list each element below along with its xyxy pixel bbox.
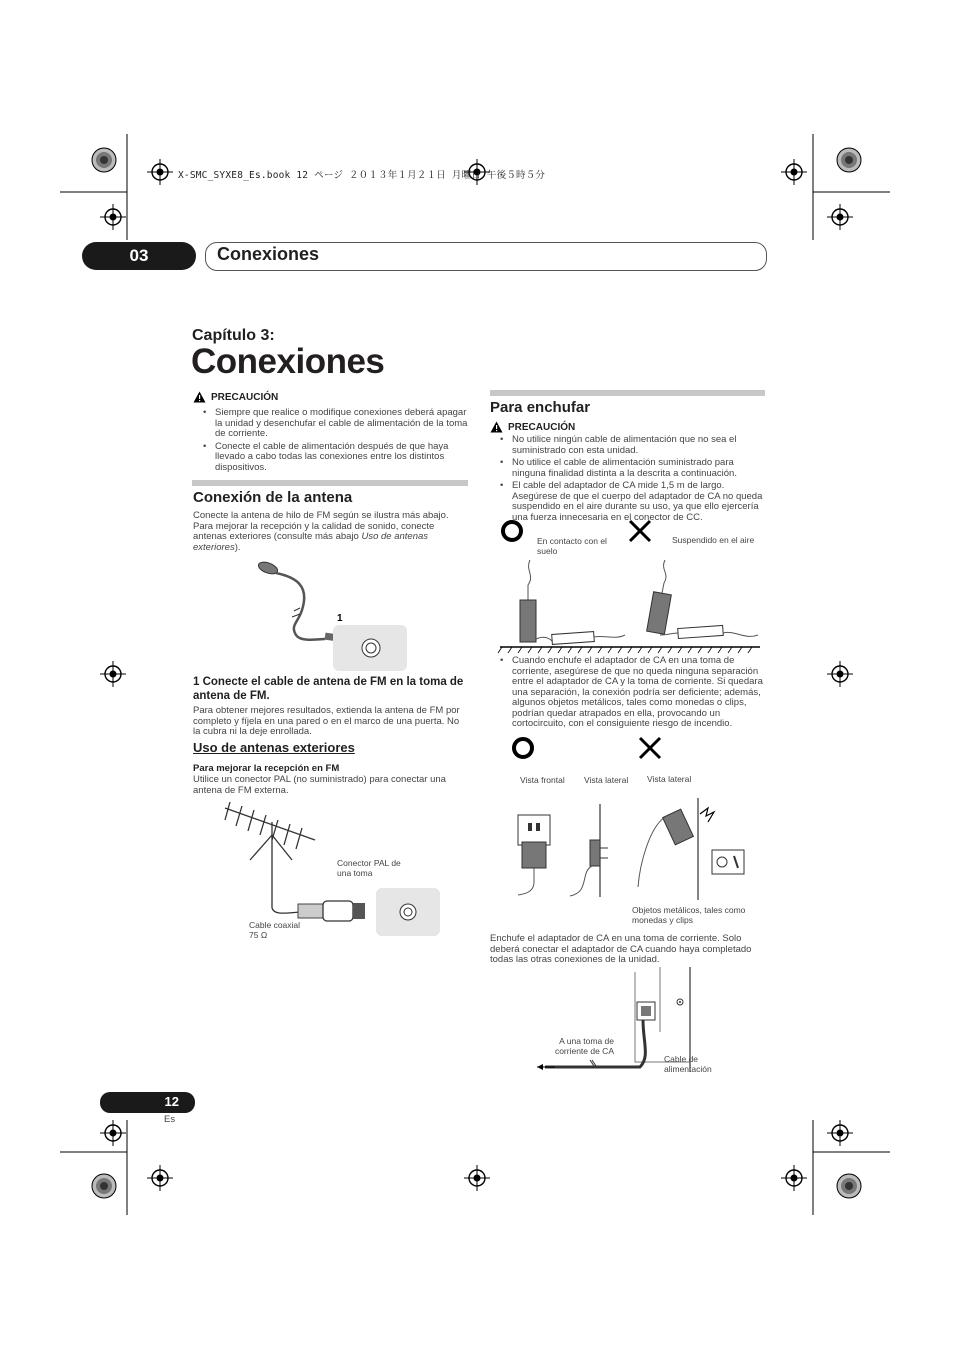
chapter-label: Capítulo 3: — [192, 327, 275, 344]
outdoor-subtitle: Para mejorar la recepción en FM — [193, 763, 340, 774]
chapter-bar-title: Conexiones — [217, 244, 320, 264]
label-power-cable: Cable de alimentación — [664, 1054, 712, 1074]
correct-icon — [503, 522, 521, 540]
left-caution-block — [193, 391, 468, 475]
figure-callout: 1 — [337, 613, 343, 624]
warning-icon — [193, 391, 206, 403]
outdoor-text: Utilice un conector PAL (no suministrado) para conectar una antena de FM externa. — [193, 774, 446, 796]
label-suspended: Suspendido en el aire — [672, 535, 755, 545]
label-ac-outlet: A una toma de corriente de CA — [554, 1036, 614, 1056]
label-side-view-bad: Vista lateral — [647, 774, 692, 784]
section-divider — [490, 390, 765, 396]
warning-icon — [490, 421, 503, 433]
outlet-gap-figure — [490, 732, 765, 904]
section-title-antenna: Conexión de la antena — [193, 489, 353, 506]
page-number-badge — [100, 1092, 195, 1113]
section-divider — [192, 480, 468, 486]
caution-title: PRECAUCIÓN — [211, 391, 279, 403]
label-coaxial-cable: Cable coaxial 75 Ω — [249, 920, 301, 940]
caution-heading — [490, 421, 765, 433]
plug-caution-block — [490, 421, 765, 525]
label-pal-connector: Conector PAL de una toma — [337, 858, 401, 878]
antenna-intro: Conecte la antena de hilo de FM según se ilustra más abajo. Para mejorar la recepción y la calidad de sonido, conecte antenas exteriores (consulte más abajo Uso de antenas exteriores). — [193, 510, 449, 553]
label-front-view: Vista frontal — [520, 775, 565, 785]
correct-icon — [514, 739, 532, 757]
list-item: • No utilice el cable de alimentación suministrado para ninguna finalidad distinta a la descrita a continuación. — [490, 458, 765, 479]
caution-list — [490, 435, 765, 523]
incorrect-icon — [630, 521, 650, 541]
caution-list — [193, 408, 468, 473]
list-item: • Cuando enchufe el adaptador de CA en una toma de corriente, asegúrese de que no queda ninguna separación entre el adaptador de CA y la toma de corriente. Si quedara una separación, la conexión podría ser deficiente; además, algunos objetos metálicos, tales como monedas o clips, podrían quedar atrapados en ella, provocando un cortocircuito, con el consiguiente riesgo de incendio. — [490, 656, 765, 730]
incorrect-icon — [640, 738, 660, 758]
label-on-floor: En contacto con el suelo — [537, 536, 607, 556]
label-metal-objects: Objetos metálicos, tales como monedas y clips — [632, 905, 746, 925]
fm-antenna-figure — [240, 555, 410, 675]
caution-title: PRECAUCIÓN — [508, 421, 576, 433]
antenna-step-note: Para obtener mejores resultados, extienda la antena de FM por completo y fíjela en una pared o en el marco de una puerta. No la cubra ni la deje enrollada. — [193, 705, 460, 737]
chapter-number-badge: 03 — [82, 242, 196, 270]
caution-heading — [193, 391, 468, 403]
antenna-step-1: 1 Conecte el cable de antena de FM en la toma de antena de FM. — [193, 676, 464, 702]
plug-final-text: Enchufe el adaptador de CA en una toma de corriente. Solo deberá conectar el adaptador de CA cuando haya completado todas las otras conexiones de la unidad. — [490, 933, 752, 965]
language-code: Es — [164, 1114, 176, 1125]
section-title-plug: Para enchufar — [490, 399, 591, 416]
subsection-title-outdoor: Uso de antenas exteriores — [193, 740, 355, 755]
crop-header-text: X-SMC_SYXE8_Es.book 12 ページ ２０１３年１月２１日 月曜日 午後５時５分 — [178, 170, 546, 181]
page-title: Conexiones — [191, 342, 385, 381]
plug-bullet-2 — [490, 656, 765, 732]
list-item: • Siempre que realice o modifique conexiones deberá apagar la unidad y desenchufar el cable de alimentación de la toma de corriente. — [193, 408, 468, 440]
page-number: 12 — [164, 1094, 179, 1109]
label-side-view: Vista lateral — [584, 775, 629, 785]
list-item: • No utilice ningún cable de alimentación que no sea el suministrado con esta unidad. — [490, 435, 765, 456]
list-item: • Conecte el cable de alimentación después de que haya llevado a cabo todas las conexiones entre los distintos dispositivos. — [193, 442, 468, 474]
list-item: • El cable del adaptador de CA mide 1,5 m de largo. Asegúrese de que el cuerpo del adaptador de CA no queda suspendido en el aire durante su uso, ya que ello ejercería una fuerza innecesaria en el conector de CC. — [490, 481, 765, 523]
